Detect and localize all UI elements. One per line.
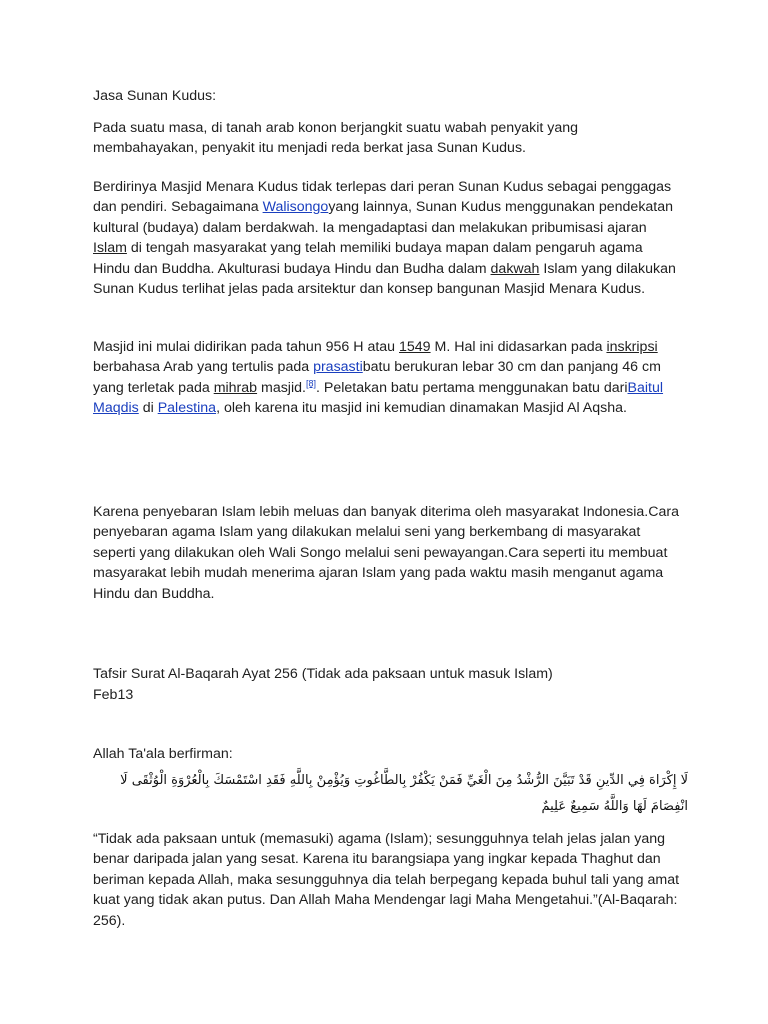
walisongo-link[interactable]: Walisongo [262, 199, 329, 216]
islam-underlined: Islam [93, 240, 127, 257]
tafsir-date: Feb13 [93, 687, 134, 703]
reference-8-link[interactable]: [8] [305, 378, 316, 389]
allah-berfirman-line: Allah Ta'ala berfirman: [93, 746, 233, 762]
prasasti-link[interactable]: prasasti [313, 359, 363, 376]
baitul-maqdis-link[interactable]: Baitul Maqdis [93, 379, 664, 417]
paragraph-penyebaran-islam: Karena penyebaran Islam lebih meluas dan banyak diterima oleh masyarakat Indonesia.Cara penyebaran agama Islam yang dilakukan melalui seni yang berkembang di masyarakat seperti yang dilakukan oleh Wali Songo melalui seni pewayangan.Cara seperti itu membuat masyarakat lebih mudah menerima ajaran Islam yang pada waktu masih menganut agama Hindu dan Buddha. [93, 504, 679, 602]
heading-jasa-sunan-kudus: Jasa Sunan Kudus: [93, 88, 217, 104]
text-run: Berdirinya Masjid Menara Kudus tidak terlepas dari peran Sunan Kudus sebagai penggagas dan pendiri. Sebagaimana [93, 179, 672, 216]
palestina-link[interactable]: Palestina [157, 400, 217, 417]
mihrab-underlined: mihrab [213, 379, 258, 396]
verse-translation: “Tidak ada paksaan untuk (memasuki) agama (Islam); sesungguhnya telah jelas jalan yang benar daripada jalan yang sesat. Karena itu barangsiapa yang ingkar kepada Thaghut dan beriman kepada Allah, maka sesungguhnya dia telah berpegang kepada buhul tali yang amat kuat yang tidak akan putus. Dan Allah Maha Mendengar lagi Maha Mengetahui.”(Al-Baqarah: 256). [93, 831, 680, 929]
tafsir-title: Tafsir Surat Al-Baqarah Ayat 256 (Tidak ada paksaan untuk masuk Islam) [93, 666, 553, 682]
text-run: masjid. [257, 379, 306, 396]
paragraph-wabah: Pada suatu masa, di tanah arab konon berjangkit suatu wabah penyakit yang membahayakan, penyakit itu menjadi reda berkat jasa Sunan Kudus. [93, 120, 579, 157]
paragraph-pendirian-masjid [93, 337, 683, 419]
text-run: batu berukuran lebar 30 cm dan panjang 46 cm yang terletak pada [93, 359, 661, 396]
text-run: M. Hal ini didasarkan pada [430, 339, 607, 355]
text-run: , oleh karena itu masjid ini kemudian dinamakan Masjid Al Aqsha. [216, 400, 627, 417]
inskripsi-underlined: inskripsi [606, 339, 658, 355]
text-run: Islam yang dilakukan Sunan Kudus terlihat jelas pada arsitektur dan konsep bangunan Masjid Menara Kudus. [93, 260, 676, 298]
text-run: di [138, 400, 158, 417]
arabic-verse: لَا إِكْرَاهَ فِي الدِّينِ قَدْ تَبَيَّنَ الرُّشْدُ مِنَ الْغَيِّ فَمَنْ يَكْفُرْ بِالطَّاغُوتِ وَيُؤْمِنْ بِاللَّهِ فَقَدِ اسْتَمْسَكَ بِالْعُرْوَةِ الْوُثْقَى لَا انْفِصَامَ لَهَا وَاللَّهُ سَمِيعٌ عَلِيمٌ [120, 773, 688, 814]
text-run: . Peletakan batu pertama menggunakan batu dari [315, 379, 628, 396]
text-run: yang lainnya, Sunan Kudus menggunakan pendekatan kultural (budaya) dalam berdakwah. Ia mengadaptasi dan melakukan pribumisasi ajaran [93, 199, 674, 236]
text-run: berbahasa Arab yang tertulis pada [93, 359, 314, 376]
paragraph-masjid-menara [93, 177, 683, 299]
text-run: Masjid ini mulai didirikan pada tahun 956 H atau [93, 339, 400, 355]
year-1549-underlined: 1549 [399, 339, 431, 355]
dakwah-underlined: dakwah [490, 260, 540, 277]
text-run: di tengah masyarakat yang telah memiliki budaya mapan dalam pengaruh agama Hindu dan Buddha. Akulturasi budaya Hindu dan Budha dalam [93, 240, 643, 277]
